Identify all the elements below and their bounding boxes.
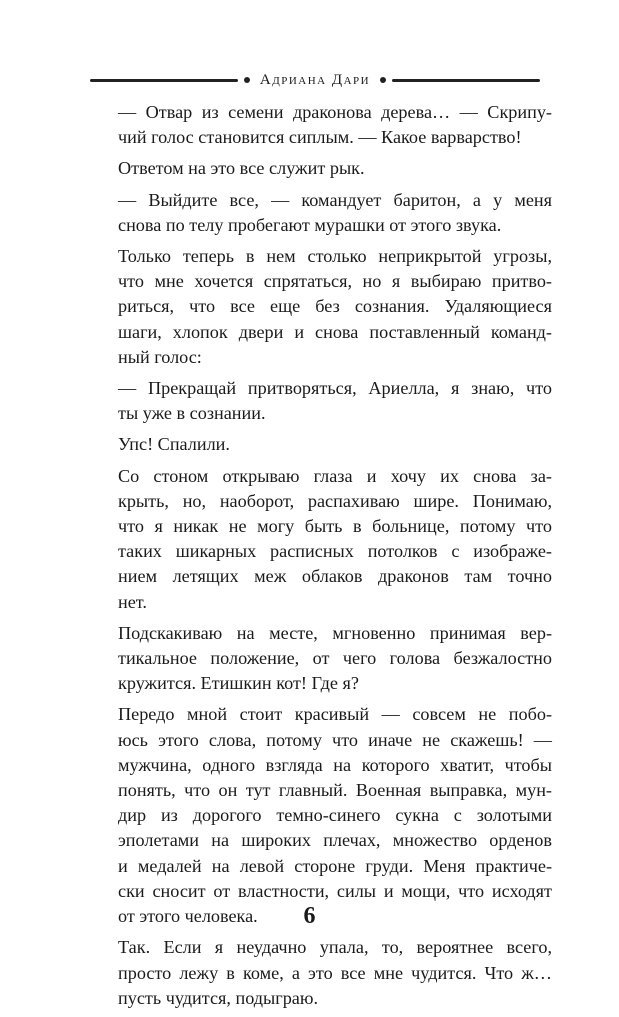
body-text <box>90 100 552 1017</box>
text-line: просто лежу в коме, а это все мне чудится. Что ж… <box>118 962 552 983</box>
text-line: Ответом на это все служит рык. <box>118 158 365 179</box>
text-line: дир из дорогого темно-синего сукна с золотыми <box>118 805 552 826</box>
text-line: ски сносит от властности, силы и мощи, что исходят <box>118 880 552 901</box>
paragraph <box>90 156 552 181</box>
text-line: ный голос: <box>118 346 202 367</box>
text-line: шаги, хлопок двери и снова поставленный команд- <box>118 321 552 342</box>
paragraph <box>90 464 552 615</box>
text-line: чий голос становится сиплым. — Какое варварство! <box>118 127 522 148</box>
paragraph <box>90 244 552 370</box>
text-line: риться, что все еще без сознания. Удаляющиеся <box>118 296 552 317</box>
running-header <box>90 68 540 92</box>
text-line: ты уже в сознании. <box>118 403 266 424</box>
text-line: крыть, но, наоборот, распахиваю шире. Понимаю, <box>118 490 552 511</box>
header-rule-right <box>392 79 540 82</box>
text-line: тикальное положение, от чего голова безжалостно <box>118 648 552 669</box>
paragraph <box>90 432 552 457</box>
text-line: снова по телу пробегают мурашки от этого звука. <box>118 214 502 235</box>
text-line: Подскакиваю на месте, мгновенно принимая вер- <box>118 622 552 643</box>
paragraph <box>90 188 552 238</box>
text-line: Передо мной стоит красивый — совсем не побо- <box>118 704 552 725</box>
text-line: эполетами на широких плечах, множество орденов <box>118 830 552 851</box>
text-line: юсь этого слова, потому что иначе не скажешь! — <box>118 729 552 750</box>
text-line: что я никак не могу быть в больнице, потому что <box>118 516 552 537</box>
running-head-author: Адриана Дари <box>259 71 371 88</box>
text-line: от этого человека. <box>118 906 258 927</box>
header-dot-left <box>244 77 250 83</box>
text-line: мужчина, одного взгляда на которого хватит, чтобы <box>118 754 552 775</box>
text-line: Со стоном открываю глаза и хочу их снова за- <box>118 465 552 486</box>
text-line: и медалей на левой стороне груди. Меня практиче- <box>118 855 552 876</box>
text-line: пусть чудится, подыграю. <box>118 987 319 1008</box>
text-line: нет. <box>118 591 147 612</box>
page-number: 6 <box>303 903 316 929</box>
text-line: нием летящих меж облаков драконов там точно <box>118 566 552 587</box>
text-line: Только теперь в нем столько неприкрытой угрозы, <box>118 246 552 267</box>
text-line: что мне хочется спрятаться, но я выбираю притво- <box>118 271 552 292</box>
paragraph <box>90 702 552 929</box>
header-dot-right <box>380 77 386 83</box>
header-rule-left <box>90 79 238 82</box>
paragraph <box>90 621 552 697</box>
text-line: — Выйдите все, — командует баритон, а у меня <box>118 189 552 210</box>
text-line: — Прекращай притворяться, Ариелла, я знаю, что <box>118 378 552 399</box>
paragraph <box>90 100 552 150</box>
text-line: Так. Если я неудачно упала, то, вероятнее всего, <box>118 937 552 958</box>
paragraph <box>90 376 552 426</box>
text-line: Упс! Спалили. <box>118 434 230 455</box>
text-line: таких шикарных расписных потолков с изображе- <box>118 541 552 562</box>
text-line: кружится. Етишкин кот! Где я? <box>118 673 359 694</box>
text-line: понять, что он тут главный. Военная выправка, мун- <box>118 780 552 801</box>
text-line: — Отвар из семени драконова дерева… — Скрипу- <box>118 102 552 122</box>
